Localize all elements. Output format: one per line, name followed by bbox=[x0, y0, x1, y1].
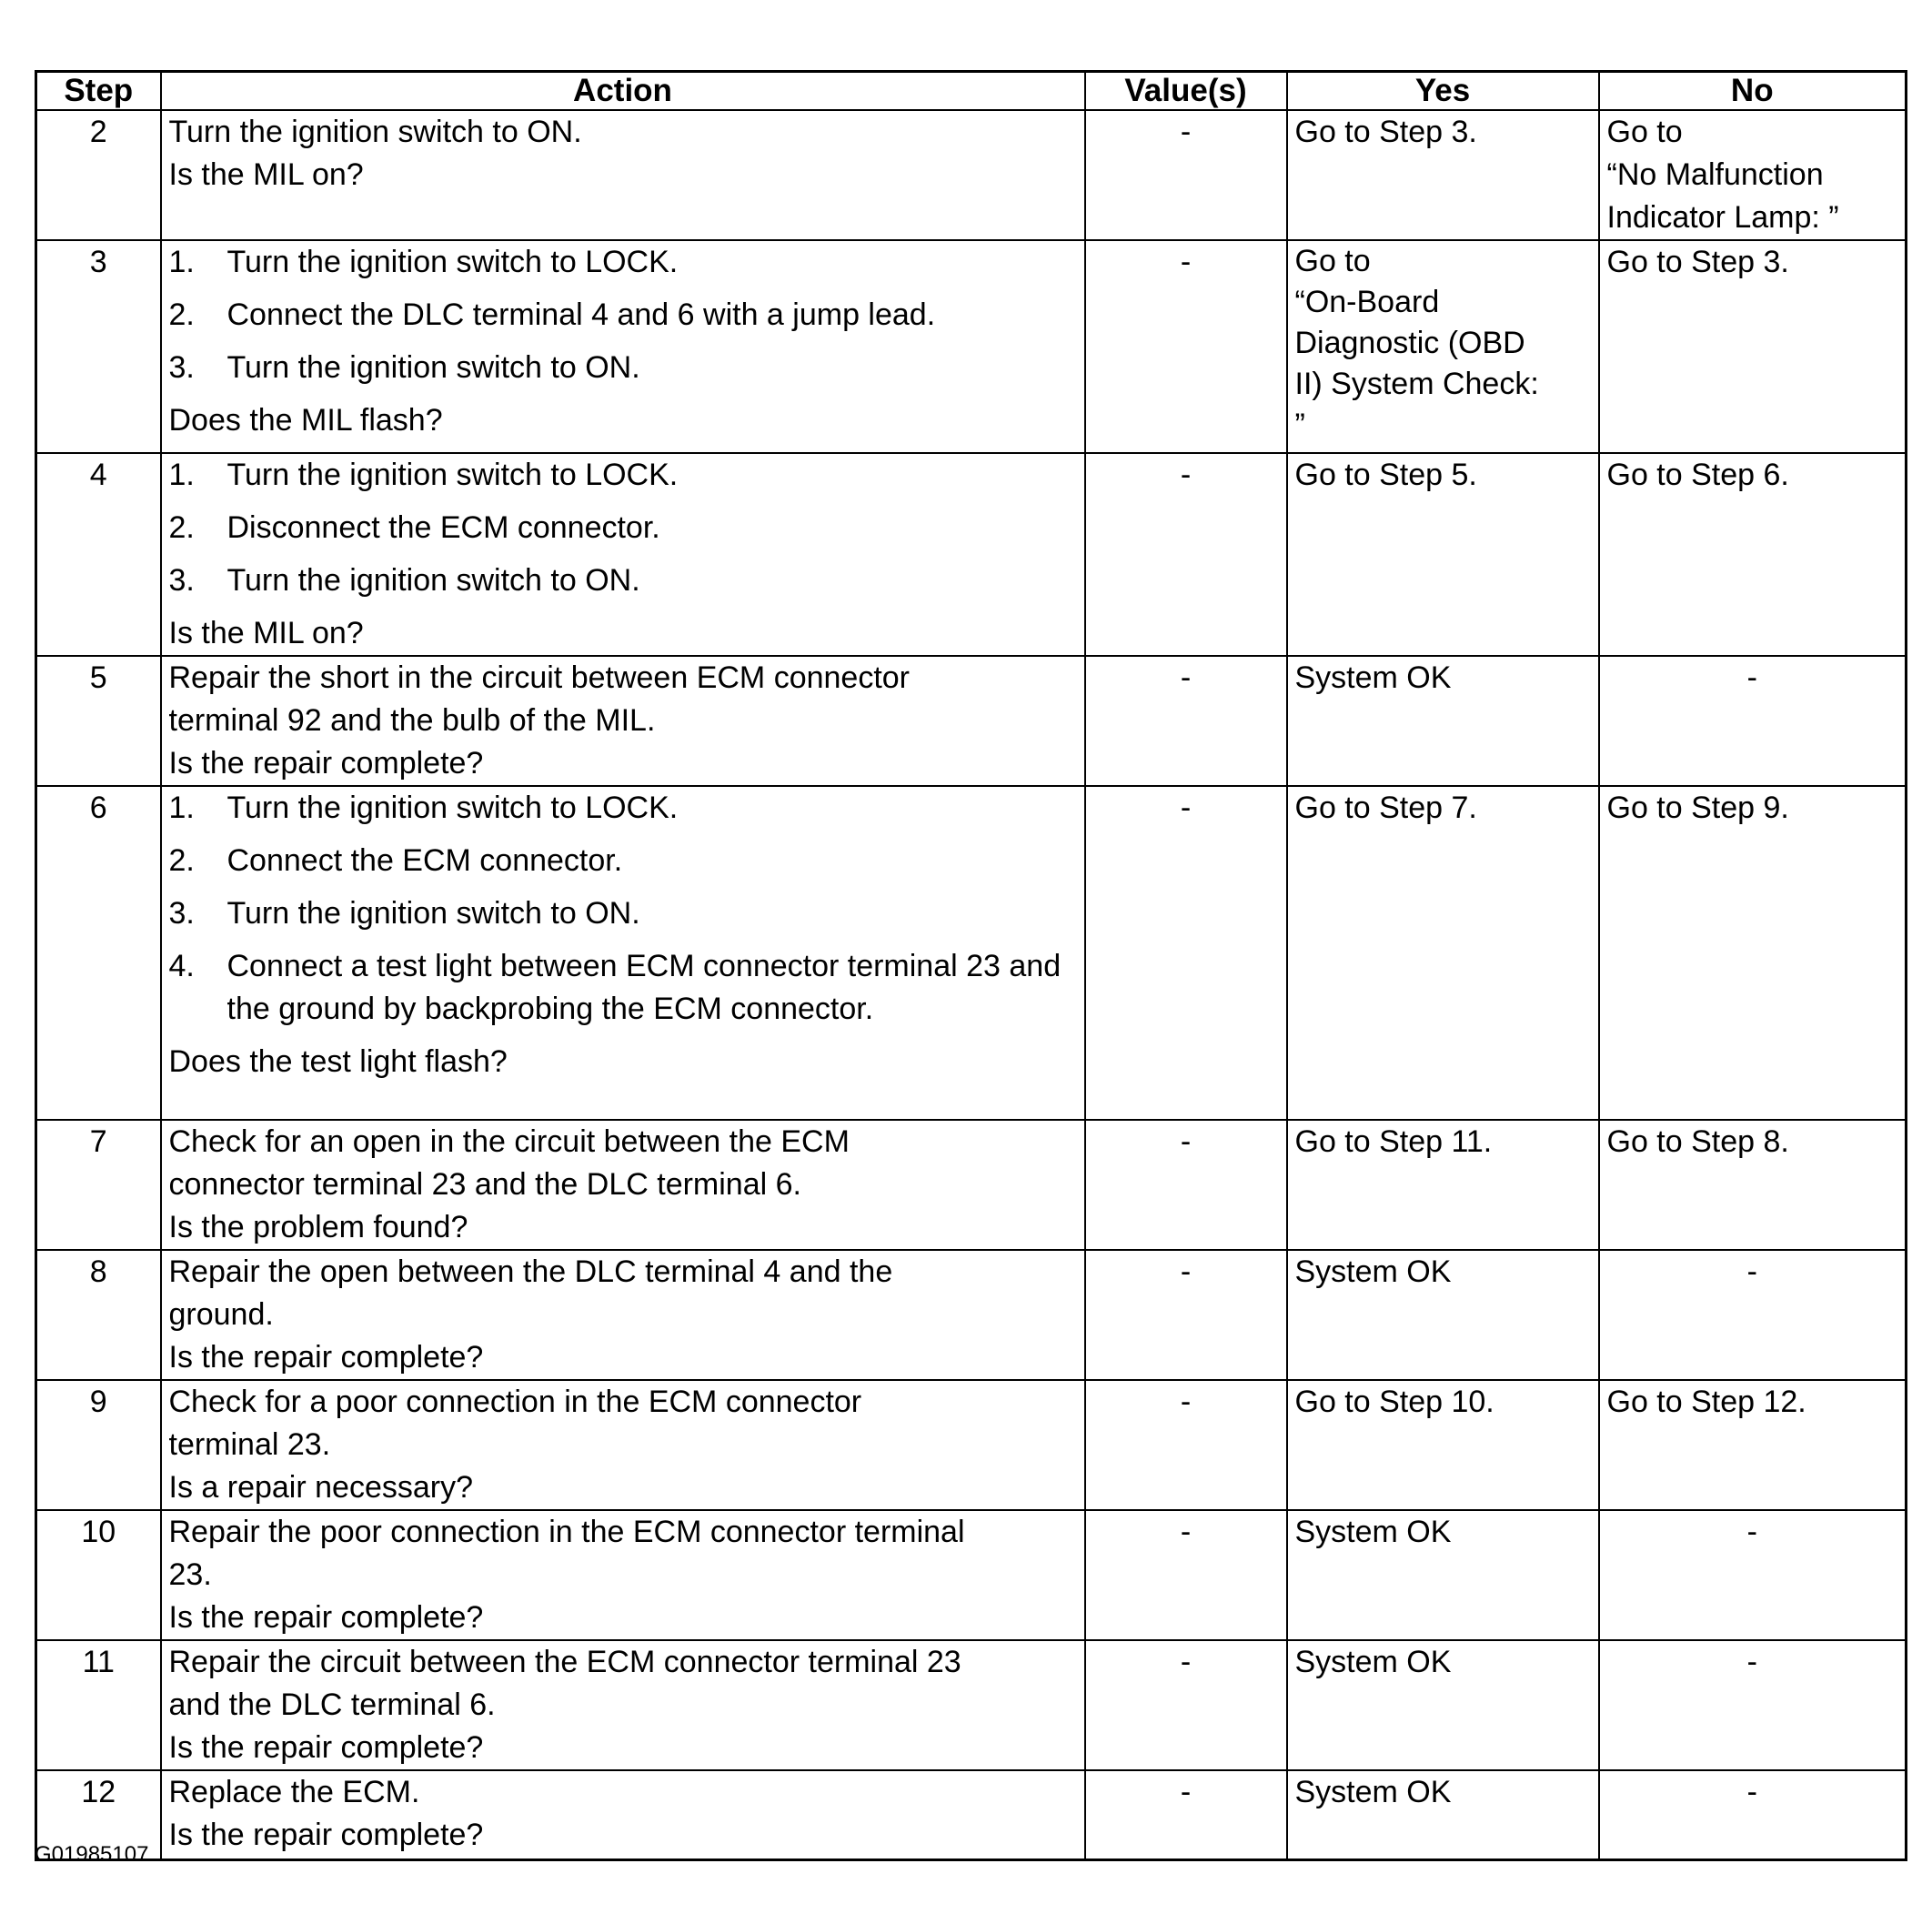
action-step-item bbox=[169, 294, 1077, 337]
no-cell bbox=[1599, 786, 1907, 1120]
action-step-text: Turn the ignition switch to ON. bbox=[226, 896, 640, 931]
yes-text: Go to Step 3. bbox=[1294, 115, 1477, 149]
table-row bbox=[36, 656, 1907, 786]
action-cell bbox=[161, 1120, 1085, 1250]
figure-id: G01985107 bbox=[35, 1842, 149, 1867]
action-step-text: Connect the ECM connector. bbox=[226, 843, 623, 878]
action-step-number: 2. bbox=[168, 510, 195, 545]
no-text: - bbox=[1746, 660, 1757, 695]
no-cell bbox=[1599, 1250, 1907, 1380]
yes-text: System OK bbox=[1294, 1515, 1452, 1549]
action-step-item bbox=[169, 507, 1077, 549]
table-row bbox=[36, 1640, 1907, 1770]
action-text: Repair the short in the circuit between ECM connector bbox=[168, 660, 911, 695]
action-question: Is the MIL on? bbox=[168, 157, 364, 192]
step-cell: 2 bbox=[36, 110, 161, 240]
no-cell bbox=[1599, 110, 1907, 240]
table-row bbox=[36, 110, 1907, 240]
action-cell bbox=[161, 1640, 1085, 1770]
yes-cell bbox=[1287, 240, 1599, 453]
yes-cell bbox=[1287, 1380, 1599, 1510]
no-text: Indicator Lamp: ” bbox=[1606, 200, 1839, 235]
action-text: connector terminal 23 and the DLC terminal 6. bbox=[168, 1167, 801, 1202]
action-text: Check for a poor connection in the ECM connector bbox=[168, 1385, 862, 1419]
action-step-number: 3. bbox=[168, 896, 195, 931]
action-question: Is the problem found? bbox=[168, 1210, 468, 1244]
no-text: Go to bbox=[1606, 115, 1683, 149]
step-cell: 6 bbox=[36, 786, 161, 1120]
action-cell bbox=[161, 110, 1085, 240]
table-row bbox=[36, 1770, 1907, 1859]
step-cell: 7 bbox=[36, 1120, 161, 1250]
action-step-text: Turn the ignition switch to ON. bbox=[226, 350, 640, 385]
diagnostic-table bbox=[35, 70, 1907, 1861]
action-step-number: 2. bbox=[168, 843, 195, 878]
value-cell: - bbox=[1085, 240, 1287, 453]
action-step-item bbox=[169, 559, 1077, 602]
table-row bbox=[36, 453, 1907, 656]
no-cell bbox=[1599, 240, 1907, 453]
no-cell bbox=[1599, 656, 1907, 786]
yes-text: System OK bbox=[1294, 1775, 1452, 1809]
action-text: Repair the open between the DLC terminal 4 and the bbox=[168, 1254, 893, 1289]
no-text: - bbox=[1746, 1515, 1757, 1549]
step-cell: 5 bbox=[36, 656, 161, 786]
action-step-text: Connect the DLC terminal 4 and 6 with a jump lead. bbox=[226, 297, 936, 332]
action-step-text: Disconnect the ECM connector. bbox=[226, 510, 660, 545]
no-text: Go to Step 8. bbox=[1606, 1124, 1789, 1159]
no-cell bbox=[1599, 1510, 1907, 1640]
table-row bbox=[36, 1120, 1907, 1250]
action-step-text: Connect a test light between ECM connector terminal 23 and the ground by backprobing the ECM connector. bbox=[226, 949, 1062, 1026]
value-cell: - bbox=[1085, 1250, 1287, 1380]
yes-text: Go to Step 10. bbox=[1294, 1385, 1494, 1419]
yes-text: Go to Step 11. bbox=[1294, 1124, 1493, 1159]
yes-cell bbox=[1287, 1250, 1599, 1380]
action-cell bbox=[161, 656, 1085, 786]
action-text: Repair the circuit between the ECM connector terminal 23 bbox=[168, 1645, 961, 1679]
table-row bbox=[36, 240, 1907, 453]
yes-text: ” bbox=[1294, 408, 1305, 442]
action-steps-list bbox=[169, 454, 1077, 602]
yes-cell bbox=[1287, 110, 1599, 240]
action-cell bbox=[161, 240, 1085, 453]
value-cell: - bbox=[1085, 110, 1287, 240]
no-text: Go to Step 3. bbox=[1606, 245, 1789, 279]
yes-cell bbox=[1287, 1640, 1599, 1770]
action-text: and the DLC terminal 6. bbox=[168, 1687, 496, 1722]
yes-cell bbox=[1287, 786, 1599, 1120]
action-question: Is the repair complete? bbox=[168, 746, 484, 781]
step-cell: 4 bbox=[36, 453, 161, 656]
action-text: Replace the ECM. bbox=[168, 1775, 420, 1809]
action-question: Is the repair complete? bbox=[168, 1340, 484, 1375]
action-cell bbox=[161, 1510, 1085, 1640]
action-step-number: 1. bbox=[168, 458, 195, 492]
value-cell: - bbox=[1085, 656, 1287, 786]
action-cell bbox=[161, 453, 1085, 656]
yes-cell bbox=[1287, 656, 1599, 786]
no-cell bbox=[1599, 1640, 1907, 1770]
action-text: terminal 92 and the bulb of the MIL. bbox=[168, 703, 656, 738]
action-step-number: 2. bbox=[168, 297, 195, 332]
yes-cell bbox=[1287, 1510, 1599, 1640]
step-cell: 8 bbox=[36, 1250, 161, 1380]
no-text: “No Malfunction bbox=[1606, 157, 1824, 192]
value-cell: - bbox=[1085, 1770, 1287, 1859]
yes-text: Go to Step 5. bbox=[1294, 458, 1477, 492]
action-cell bbox=[161, 1250, 1085, 1380]
value-cell: - bbox=[1085, 1640, 1287, 1770]
action-step-item bbox=[169, 241, 1077, 284]
yes-text: “On-Board bbox=[1294, 285, 1440, 319]
yes-text: Go to Step 7. bbox=[1294, 791, 1477, 825]
action-question: Does the MIL flash? bbox=[168, 403, 443, 438]
action-step-item bbox=[169, 454, 1077, 497]
action-step-number: 1. bbox=[168, 791, 195, 825]
yes-cell bbox=[1287, 453, 1599, 656]
action-step-number: 1. bbox=[168, 245, 195, 279]
action-cell bbox=[161, 1380, 1085, 1510]
header-step: Step bbox=[36, 72, 161, 111]
action-step-text: Turn the ignition switch to LOCK. bbox=[226, 791, 679, 825]
header-row bbox=[36, 72, 1907, 111]
action-cell bbox=[161, 786, 1085, 1120]
yes-text: Go to bbox=[1294, 244, 1371, 278]
action-question: Is the repair complete? bbox=[168, 1818, 484, 1852]
table-row bbox=[36, 1510, 1907, 1640]
action-cell bbox=[161, 1770, 1085, 1859]
action-question: Is a repair necessary? bbox=[168, 1470, 473, 1505]
no-cell bbox=[1599, 453, 1907, 656]
yes-text: II) System Check: bbox=[1294, 367, 1539, 401]
action-step-text: Turn the ignition switch to ON. bbox=[226, 563, 640, 598]
action-step-item bbox=[169, 892, 1077, 935]
table-row bbox=[36, 1250, 1907, 1380]
step-cell: 9 bbox=[36, 1380, 161, 1510]
yes-text: System OK bbox=[1294, 1254, 1452, 1289]
no-cell bbox=[1599, 1770, 1907, 1859]
no-text: - bbox=[1746, 1645, 1757, 1679]
yes-cell bbox=[1287, 1770, 1599, 1859]
no-text: Go to Step 6. bbox=[1606, 458, 1789, 492]
table-body bbox=[36, 110, 1907, 1859]
action-text: Repair the poor connection in the ECM connector terminal bbox=[168, 1515, 965, 1549]
no-cell bbox=[1599, 1120, 1907, 1250]
action-question: Is the MIL on? bbox=[168, 616, 364, 650]
action-text: ground. bbox=[168, 1297, 274, 1332]
value-cell: - bbox=[1085, 1380, 1287, 1510]
action-step-number: 4. bbox=[168, 949, 195, 983]
table-row bbox=[36, 786, 1907, 1120]
header-yes: Yes bbox=[1287, 72, 1599, 111]
yes-text: System OK bbox=[1294, 1645, 1452, 1679]
action-text: Turn the ignition switch to ON. bbox=[168, 115, 582, 149]
action-step-number: 3. bbox=[168, 563, 195, 598]
header-no: No bbox=[1599, 72, 1907, 111]
value-cell: - bbox=[1085, 1510, 1287, 1640]
action-step-text: Turn the ignition switch to LOCK. bbox=[226, 245, 679, 279]
header-values: Value(s) bbox=[1085, 72, 1287, 111]
action-step-item bbox=[169, 840, 1077, 882]
action-text: 23. bbox=[168, 1557, 212, 1592]
yes-text: System OK bbox=[1294, 660, 1452, 695]
step-cell: 12 bbox=[36, 1770, 161, 1859]
action-steps-list bbox=[169, 787, 1077, 1031]
action-question: Is the repair complete? bbox=[168, 1730, 484, 1765]
no-text: Go to Step 12. bbox=[1606, 1385, 1806, 1419]
action-question: Is the repair complete? bbox=[168, 1600, 484, 1635]
action-step-text: Turn the ignition switch to LOCK. bbox=[226, 458, 679, 492]
action-step-item bbox=[169, 787, 1077, 830]
action-text: Check for an open in the circuit between the ECM bbox=[168, 1124, 850, 1159]
yes-text: Diagnostic (OBD bbox=[1294, 326, 1525, 360]
no-cell bbox=[1599, 1380, 1907, 1510]
value-cell: - bbox=[1085, 786, 1287, 1120]
step-cell: 10 bbox=[36, 1510, 161, 1640]
value-cell: - bbox=[1085, 1120, 1287, 1250]
action-step-number: 3. bbox=[168, 350, 195, 385]
action-question: Does the test light flash? bbox=[168, 1044, 508, 1079]
action-steps-list bbox=[169, 241, 1077, 389]
table-row bbox=[36, 1380, 1907, 1510]
yes-cell bbox=[1287, 1120, 1599, 1250]
value-cell: - bbox=[1085, 453, 1287, 656]
action-step-item bbox=[169, 347, 1077, 389]
no-text: - bbox=[1746, 1254, 1757, 1289]
action-step-item bbox=[169, 945, 1077, 1031]
no-text: Go to Step 9. bbox=[1606, 791, 1789, 825]
step-cell: 3 bbox=[36, 240, 161, 453]
action-text: terminal 23. bbox=[168, 1427, 331, 1462]
step-cell: 11 bbox=[36, 1640, 161, 1770]
no-text: - bbox=[1746, 1775, 1757, 1809]
header-action: Action bbox=[161, 72, 1085, 111]
